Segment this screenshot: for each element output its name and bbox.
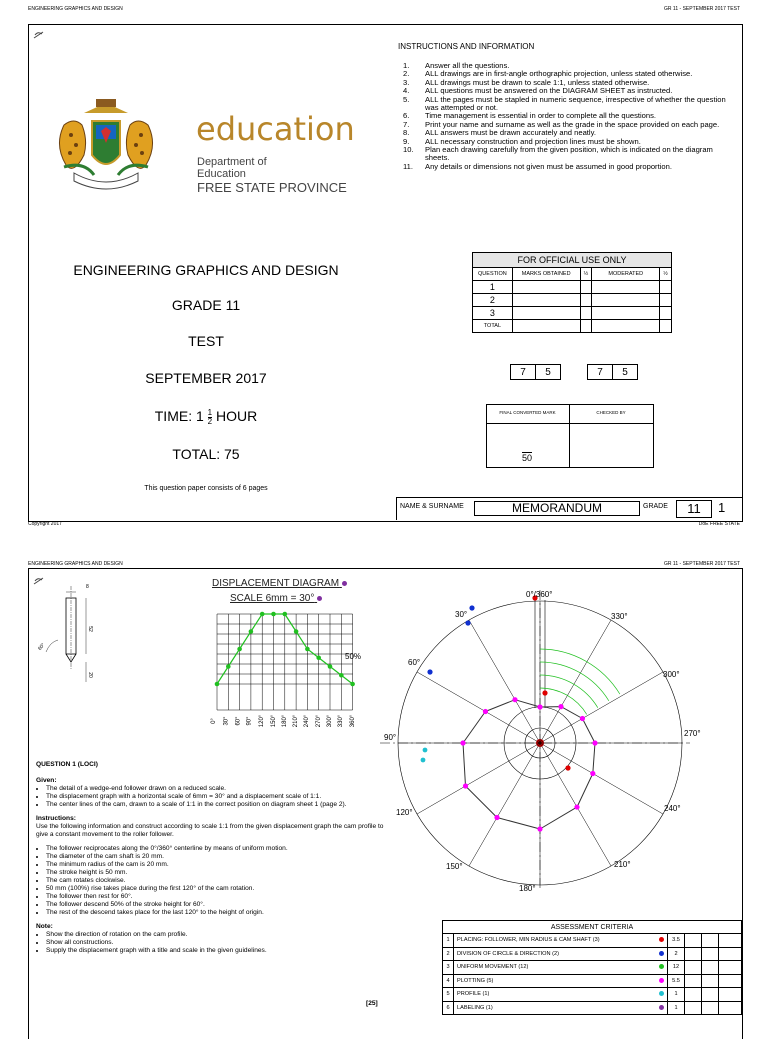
radial-line	[417, 743, 540, 814]
test-title: TEST	[188, 333, 224, 349]
plot-point	[558, 704, 563, 709]
cam-profile-drawing	[360, 580, 700, 900]
assessment-row: 5 PROFILE (1) 1	[443, 988, 742, 1002]
plot-point	[463, 783, 468, 788]
instruction-item: 6. Time management is essential in order to complete all the questions.	[403, 111, 657, 121]
instruction-item: 3. ALL drawings must be drawn to scale 1:1, unless stated otherwise.	[403, 77, 650, 87]
instructions-title: INSTRUCTIONS AND INFORMATION	[398, 42, 535, 51]
x-tick-label: 240°	[304, 714, 311, 728]
projection-arc	[540, 662, 609, 701]
logo-line1: Department of	[197, 156, 267, 168]
plot-point	[537, 826, 542, 831]
projection-arc	[540, 649, 620, 694]
radial-line	[540, 743, 663, 814]
displacement-point	[237, 647, 242, 652]
instruction-item: 4. ALL questions must be answered on the DIAGRAM SHEET as instructed.	[403, 86, 673, 96]
plot-point	[512, 697, 517, 702]
instruction-item: 5. ALL the pages must be stapled in numeric sequence, irrespective of whether the question was attempted or not.	[403, 94, 726, 113]
list-item: • The follower then rest for 60°.	[46, 893, 396, 901]
dim-angle: 60°	[37, 642, 47, 652]
page2-header-right: GR 11 - SEPTEMBER 2017 TEST	[664, 561, 740, 567]
projection-arc	[540, 675, 598, 708]
follower-detail	[36, 582, 106, 697]
radial-line	[540, 620, 611, 743]
angle-label-a0: 0°/360°	[526, 590, 553, 599]
x-tick-label: 180°	[282, 714, 289, 728]
direction-marker	[427, 669, 432, 674]
logo-line3: FREE STATE PROVINCE	[197, 180, 347, 195]
list-item: • The center lines of the cam, drawn to a scale of 1:1 in the correct position on diagram sheet 1 (page 2).	[46, 801, 396, 809]
subject-title: ENGINEERING GRAPHICS AND DESIGN	[73, 262, 339, 278]
plot-point	[574, 804, 579, 809]
page1-header-left: ENGINEERING GRAPHICS AND DESIGN	[28, 6, 123, 12]
final-mark-label: FINAL CONVERTED MARK	[499, 410, 556, 415]
list-item: • The diameter of the cam shaft is 20 mm.	[46, 853, 396, 861]
radial-line	[540, 743, 611, 866]
angle-label-a210: 210°	[614, 860, 631, 869]
list-item: • Show the direction of rotation on the cam profile.	[46, 931, 396, 939]
displacement-point	[215, 682, 220, 687]
displacement-point	[283, 612, 288, 617]
plot-point	[590, 771, 595, 776]
placing-marker	[565, 765, 570, 770]
cam-profile	[463, 700, 595, 829]
logo-line2: Education	[197, 168, 246, 180]
radial-line	[417, 672, 540, 743]
criteria-color-icon	[659, 991, 664, 996]
pages-note: This question paper consists of 6 pages	[144, 485, 268, 492]
list-item: • The follower descend 50% of the stroke height for 60°.	[46, 901, 396, 909]
instruction-item: 2. ALL drawings are in first-angle orthographic projection, unless stated otherwise.	[403, 69, 693, 79]
list-item: • The rest of the descend takes place for the last 120° to the height of origin.	[46, 909, 396, 917]
displacement-point	[339, 673, 344, 678]
plot-point	[592, 740, 597, 745]
grade-label: GRADE	[643, 503, 668, 510]
criteria-color-icon	[659, 964, 664, 969]
list-item: • Supply the displacement graph with a title and scale in the given guidelines.	[46, 947, 396, 955]
official-use-table: FOR OFFICIAL USE ONLY QUESTION MARKS OBTAINED ½ MODERATED ½ 1 2 3 TOTAL	[472, 252, 672, 333]
plot-point	[460, 740, 465, 745]
instruction-item: 8. ALL answers must be drawn accurately and neatly.	[403, 128, 596, 138]
grade-title: GRADE 11	[171, 297, 241, 313]
direction-marker	[469, 605, 474, 610]
instructions-list	[403, 62, 733, 171]
assessment-table	[442, 920, 742, 1015]
angle-label-a180: 180°	[519, 884, 536, 893]
criteria-color-icon	[659, 978, 664, 983]
percent-label: 50%	[345, 652, 362, 661]
displacement-point	[328, 664, 333, 669]
assessment-row: 1 PLACING: FOLLOWER, MIN RADIUS & CAM SHAFT (3) 3.5	[443, 934, 742, 948]
displacement-point	[316, 655, 321, 660]
displacement-graph	[200, 600, 360, 730]
x-tick-label: 30°	[223, 716, 230, 726]
name-label: NAME & SURNAME	[400, 503, 464, 510]
displacement-point	[249, 629, 254, 634]
x-tick-label: 90°	[246, 716, 253, 726]
displacement-scale: SCALE 6mm = 30°	[230, 593, 322, 604]
dim-52: 52	[86, 626, 93, 632]
list-item: • The cam rotates clockwise.	[46, 877, 396, 885]
plot-point	[494, 815, 499, 820]
plot-point	[580, 716, 585, 721]
angle-label-a270: 270°	[684, 729, 701, 738]
official-title: FOR OFFICIAL USE ONLY	[473, 253, 672, 268]
instruction-item: 9. ALL necessary construction and projection lines must be shown.	[403, 136, 641, 146]
logo-word: education	[196, 110, 355, 148]
footer-right: DoE FREE STATE	[698, 521, 740, 527]
displacement-title: DISPLACEMENT DIAGRAM	[212, 578, 347, 589]
x-tick-label: 330°	[338, 714, 345, 728]
question-total: [25]	[366, 1000, 378, 1007]
angle-label-a330: 330°	[611, 612, 628, 621]
plot-point	[537, 704, 542, 709]
checked-by-label: CHECKED BY	[596, 410, 626, 415]
time-title: TIME: 1 $\frac{1}{2}$ HOUR	[154, 407, 258, 426]
angle-label-a120: 120°	[396, 808, 413, 817]
x-tick-label: 0°	[210, 718, 217, 724]
displacement-point	[226, 664, 231, 669]
page1-header-right: GR 11 - SEPTEMBER 2017 TEST	[664, 6, 740, 12]
marks-boxes: 7 5 7 5	[510, 364, 638, 380]
x-tick-label: 60°	[235, 716, 242, 726]
x-tick-label: 120°	[259, 714, 266, 728]
dim-20: 20	[86, 672, 93, 678]
instruction-item: 10. Plan each drawing carefully from the given position, which is indicated on the diagram sheets.	[403, 145, 713, 163]
displacement-point	[350, 682, 355, 687]
x-tick-label: 270°	[315, 714, 322, 728]
assessment-row: 3 UNIFORM MOVEMENT (12) 12	[443, 961, 742, 975]
displacement-point	[294, 629, 299, 634]
profile-marker	[421, 758, 426, 763]
instruction-item: 1. Answer all the questions.	[403, 61, 510, 70]
date-title: SEPTEMBER 2017	[145, 370, 267, 386]
list-item: • The follower reciprocates along the 0°/360° centerline by means of uniform motion.	[46, 845, 396, 853]
question-title: QUESTION 1 (LOCI)	[36, 761, 98, 768]
bullet-list	[36, 845, 396, 917]
note-list	[36, 931, 396, 955]
grade-value: 11	[676, 500, 712, 518]
displacement-point	[260, 612, 265, 617]
instructions-text: Use the following information and construct according to scale 1:1 from the given displacement graph the cam profile to give a constant movement to the roller follower.	[36, 823, 384, 838]
assessment-row: 6 LABELING (1) 1	[443, 1001, 742, 1015]
assessment-title: ASSESSMENT CRITERIA	[443, 921, 742, 934]
radial-line	[540, 672, 663, 743]
criteria-color-icon	[659, 1005, 664, 1010]
instruction-item: 11. Any details or dimensions not given must be assumed in good proportion.	[403, 161, 672, 171]
total-title: TOTAL: 75	[172, 446, 240, 462]
given-title: Given:	[36, 777, 57, 784]
criteria-color-icon	[659, 937, 664, 942]
label-marker-icon	[342, 581, 347, 586]
list-item: • 50 mm (100%) rise takes place during the first 120° of the cam rotation.	[46, 885, 396, 893]
question-text	[36, 761, 396, 955]
coat-of-arms-logo	[44, 95, 189, 195]
staple-icon	[32, 28, 46, 46]
placing-marker	[542, 690, 547, 695]
list-item: • The minimum radius of the cam is 20 mm.	[46, 861, 396, 869]
criteria-color-icon	[659, 951, 664, 956]
note-title: Note:	[36, 923, 53, 930]
direction-marker	[465, 620, 470, 625]
displacement-point	[305, 647, 310, 652]
assessment-row: 4 PLOTTING (5) 5.5	[443, 974, 742, 988]
page2-header-left: ENGINEERING GRAPHICS AND DESIGN	[28, 561, 123, 567]
list-item: • The stroke height is 50 mm.	[46, 869, 396, 877]
list-item: • Show all constructions.	[46, 939, 396, 947]
angle-label-a30: 30°	[455, 610, 468, 619]
assessment-row: 2 DIVISION OF CIRCLE & DIRECTION (2) 2	[443, 947, 742, 961]
instruction-item: 7. Print your name and surname as well as the grade in the space provided on each page.	[403, 119, 720, 129]
angle-label-a240: 240°	[664, 804, 681, 813]
angle-label-a150: 150°	[446, 862, 463, 871]
x-tick-label: 300°	[327, 714, 334, 728]
name-value: MEMORANDUM	[474, 501, 640, 516]
x-tick-label: 210°	[293, 714, 300, 728]
page-number: 1	[718, 500, 726, 515]
given-list	[36, 785, 396, 809]
angle-label-a90: 90°	[384, 733, 397, 742]
list-item: • The detail of a wedge-end follower drawn on a reduced scale.	[46, 785, 396, 793]
dim-8: 8	[86, 584, 89, 590]
final-denominator: 50	[522, 453, 533, 463]
x-tick-label: 360°	[349, 714, 356, 728]
plot-point	[483, 709, 488, 714]
footer-left: Copyright 2017	[28, 521, 62, 527]
list-item: • The displacement graph with a horizontal scale of 6mm = 30° and a displacement scale of 1:1.	[46, 793, 396, 801]
radial-line	[469, 743, 540, 866]
profile-marker	[423, 748, 428, 753]
radial-line	[469, 620, 540, 743]
angle-label-a300: 300°	[663, 670, 680, 679]
x-tick-label: 150°	[270, 714, 277, 728]
instructions-heading: Instructions:	[36, 815, 76, 822]
displacement-point	[271, 612, 276, 617]
angle-label-a60: 60°	[408, 658, 421, 667]
